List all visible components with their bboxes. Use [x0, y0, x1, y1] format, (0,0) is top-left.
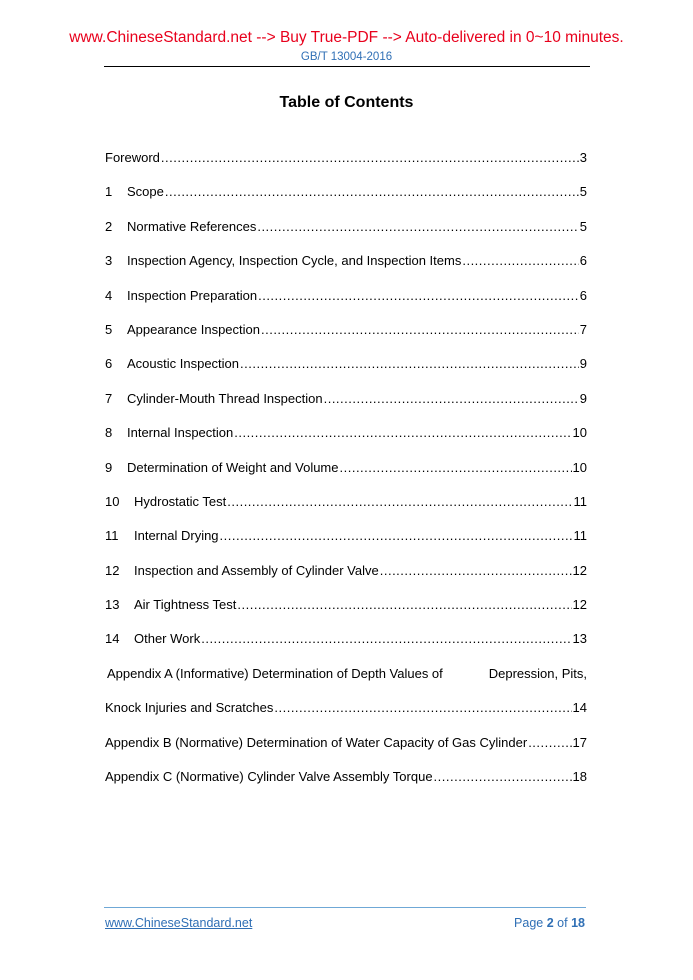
leader-dots — [201, 631, 571, 646]
toc-entry-number: 13 — [105, 597, 120, 613]
page-label: Page — [514, 916, 544, 930]
toc-entry-2[interactable] — [105, 219, 587, 253]
toc-entry-text: Appearance Inspection — [127, 321, 260, 337]
footer-page-indicator — [514, 916, 585, 930]
leader-dots — [258, 288, 579, 303]
toc-entry-1[interactable] — [105, 184, 587, 218]
appendix-a-line-1 — [105, 666, 587, 700]
toc-entry-text: Scope — [127, 184, 164, 200]
toc-entry-text: Hydrostatic Test — [134, 493, 227, 509]
toc-entry-text: Appendix B (Normative) Determination of Water Capacity of Gas Cylinder — [105, 734, 528, 750]
leader-dots — [165, 184, 579, 199]
toc-page-number: 18 — [572, 769, 587, 785]
toc-entry-12[interactable] — [105, 563, 587, 597]
toc-entry-text: Inspection Agency, Inspection Cycle, and Inspection Items — [127, 253, 462, 269]
toc-entry-text: Normative References — [127, 218, 257, 234]
toc-entry-number: 8 — [105, 425, 113, 441]
toc-page-number: 7 — [579, 321, 587, 337]
toc-entry-text: Inspection and Assembly of Cylinder Valve — [134, 562, 379, 578]
toc-entry-8[interactable] — [105, 425, 587, 459]
leader-dots — [237, 597, 571, 612]
toc-entry-text: Inspection Preparation — [127, 287, 258, 303]
toc-entry-9[interactable] — [105, 460, 587, 494]
toc-title: Table of Contents — [279, 94, 414, 111]
toc-page-number: 6 — [579, 253, 587, 269]
leader-dots — [234, 425, 571, 440]
page-of: of — [557, 916, 568, 930]
toc-entry-7[interactable] — [105, 391, 587, 425]
toc-page-number: 3 — [579, 150, 587, 165]
leader-dots — [528, 735, 571, 750]
toc-entry-text: Determination of Weight and Volume — [127, 459, 339, 475]
footer-site-link[interactable]: www.ChineseStandard.net — [105, 916, 253, 930]
toc-page-number: 11 — [573, 493, 587, 509]
toc-entry-6[interactable] — [105, 356, 587, 390]
appendix-a-line-2 — [105, 700, 587, 734]
leader-dots — [274, 700, 571, 715]
toc-entry-number: 11 — [105, 528, 119, 544]
leader-dots — [240, 356, 579, 371]
leader-dots — [340, 460, 572, 475]
toc-page-number: 13 — [572, 631, 587, 647]
promo-banner[interactable]: www.ChineseStandard.net --> Buy True-PDF --> Auto-delivered in 0~10 minutes. — [69, 29, 624, 46]
page-total: 18 — [571, 916, 585, 930]
toc-entry-number: 7 — [105, 390, 113, 406]
toc-entry-text: Internal Drying — [134, 528, 219, 544]
leader-dots — [257, 219, 578, 234]
toc-page-number: 5 — [579, 218, 587, 234]
leader-dots — [220, 528, 573, 543]
toc-entry-foreword[interactable] — [105, 150, 587, 184]
toc-entry-text: Cylinder-Mouth Thread Inspection — [127, 390, 323, 406]
toc-page-number: 17 — [572, 734, 587, 750]
toc-entry-11[interactable] — [105, 528, 587, 562]
toc-entry-3[interactable] — [105, 253, 587, 287]
toc-entry-number: 5 — [105, 321, 113, 337]
toc-page-number: 12 — [572, 597, 587, 613]
toc-page-number: 11 — [573, 528, 587, 544]
toc-page-number: 5 — [579, 184, 587, 200]
toc-entry-number: 14 — [105, 631, 120, 647]
footer-divider — [104, 907, 586, 908]
standard-number: GB/T 13004-2016 — [300, 51, 393, 63]
toc-entry-text: Appendix A (Informative) Determination of Depth Values of — [107, 665, 443, 681]
toc-entry-5[interactable] — [105, 322, 587, 356]
toc-page-number: 9 — [579, 356, 587, 372]
toc-entry-number: 12 — [105, 562, 120, 578]
toc-entry-number: 4 — [105, 287, 113, 303]
leader-dots — [161, 150, 579, 165]
toc-entry-appendix-a[interactable] — [105, 666, 587, 735]
leader-dots — [261, 322, 579, 337]
toc-page-number: 12 — [572, 562, 587, 578]
toc-page-number: 10 — [572, 459, 587, 475]
table-of-contents — [105, 150, 587, 803]
toc-entry-number: 6 — [105, 356, 113, 372]
toc-entry-text: Other Work — [134, 631, 201, 647]
toc-page-number: 14 — [572, 700, 587, 716]
leader-dots — [462, 253, 578, 268]
page-current: 2 — [546, 916, 554, 930]
toc-entry-number: 10 — [105, 493, 120, 509]
toc-entry-number: 9 — [105, 459, 113, 475]
toc-page-number: 10 — [572, 425, 587, 441]
header-divider — [104, 66, 590, 67]
toc-entry-text: Knock Injuries and Scratches — [105, 700, 274, 716]
leader-dots — [380, 563, 572, 578]
toc-entry-text: Appendix C (Normative) Cylinder Valve Assembly Torque — [105, 769, 433, 785]
toc-entry-number: 1 — [105, 184, 113, 200]
toc-entry-13[interactable] — [105, 597, 587, 631]
toc-page-number: 9 — [579, 390, 587, 406]
toc-entry-10[interactable] — [105, 494, 587, 528]
toc-entry-appendix-c[interactable] — [105, 769, 587, 803]
toc-entry-text-cont: Depression, Pits, — [488, 665, 587, 681]
toc-entry-4[interactable] — [105, 288, 587, 322]
toc-entry-appendix-b[interactable] — [105, 735, 587, 769]
toc-entry-text: Acoustic Inspection — [127, 356, 240, 372]
toc-entry-text: Internal Inspection — [127, 425, 234, 441]
toc-entry-14[interactable] — [105, 631, 587, 665]
toc-entry-number: 2 — [105, 218, 113, 234]
leader-dots — [434, 769, 572, 784]
toc-entry-text: Air Tightness Test — [134, 597, 237, 613]
toc-entry-text: Foreword — [105, 150, 160, 165]
leader-dots — [227, 494, 572, 509]
toc-page-number: 6 — [579, 287, 587, 303]
leader-dots — [324, 391, 579, 406]
toc-entry-number: 3 — [105, 253, 113, 269]
